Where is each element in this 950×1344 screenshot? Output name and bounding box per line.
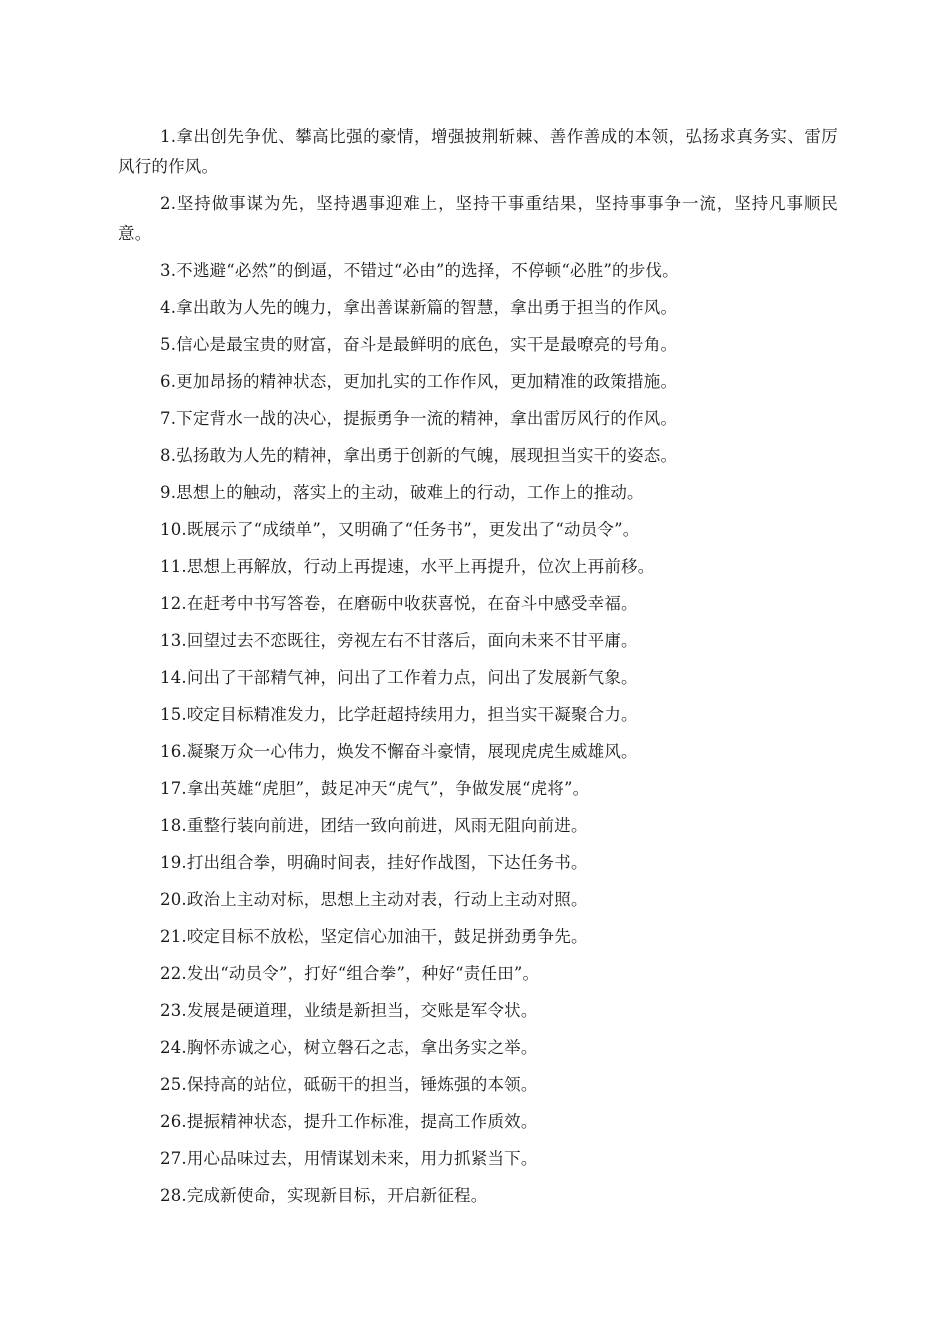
paragraph-15: 15.咬定目标精准发力，比学赶超持续用力，担当实干凝聚合力。 (160, 705, 638, 724)
paragraph-28: 28.完成新使命，实现新目标，开启新征程。 (160, 1186, 488, 1205)
paragraph-26: 26.提振精神状态，提升工作标准，提高工作质效。 (160, 1112, 538, 1131)
paragraph-18: 18.重整行装向前进，团结一致向前进，风雨无阻向前进。 (160, 816, 588, 835)
paragraph-19: 19.打出组合拳，明确时间表，挂好作战图，下达任务书。 (160, 853, 588, 872)
paragraph-6: 6.更加昂扬的精神状态，更加扎实的工作作风，更加精准的政策措施。 (160, 372, 678, 391)
paragraph-20: 20.政治上主动对标，思想上主动对表，行动上主动对照。 (160, 890, 588, 909)
paragraph-9: 9.思想上的触动，落实上的主动，破难上的行动，工作上的推动。 (160, 483, 644, 502)
document-body (118, 122, 838, 1218)
paragraph-11: 11.思想上再解放，行动上再提速，水平上再提升，位次上再前移。 (160, 557, 655, 576)
paragraph-21: 21.咬定目标不放松，坚定信心加油干，鼓足拼劲勇争先。 (160, 927, 588, 946)
paragraph-17: 17.拿出英雄“虎胆”，鼓足冲天“虎气”，争做发展“虎将”。 (160, 779, 590, 798)
paragraph-25: 25.保持高的站位，砥砺干的担当，锤炼强的本领。 (160, 1075, 538, 1094)
paragraph-14: 14.问出了干部精气神，问出了工作着力点，问出了发展新气象。 (160, 668, 638, 687)
paragraph-12: 12.在赶考中书写答卷，在磨砺中收获喜悦，在奋斗中感受幸福。 (160, 594, 638, 613)
paragraph-10: 10.既展示了“成绩单”，又明确了“任务书”，更发出了“动员令”。 (160, 520, 640, 539)
paragraph-2: 2.坚持做事谋为先，坚持遇事迎难上，坚持干事重结果，坚持事事争一流，坚持凡事顺民意。 (118, 194, 838, 243)
paragraph-1: 1.拿出创先争优、攀高比强的豪情，增强披荆斩棘、善作善成的本领，弘扬求真务实、雷厉风行的作风。 (118, 127, 838, 176)
paragraph-4: 4.拿出敢为人先的魄力，拿出善谋新篇的智慧，拿出勇于担当的作风。 (160, 298, 678, 317)
paragraph-3: 3.不逃避“必然”的倒逼，不错过“必由”的选择，不停顿“必胜”的步伐。 (160, 261, 679, 280)
paragraph-27: 27.用心品味过去，用情谋划未来，用力抓紧当下。 (160, 1149, 538, 1168)
paragraph-5: 5.信心是最宝贵的财富，奋斗是最鲜明的底色，实干是最嘹亮的号角。 (160, 335, 678, 354)
paragraph-7: 7.下定背水一战的决心，提振勇争一流的精神，拿出雷厉风行的作风。 (160, 409, 678, 428)
paragraph-8: 8.弘扬敢为人先的精神，拿出勇于创新的气魄，展现担当实干的姿态。 (160, 446, 678, 465)
paragraph-13: 13.回望过去不恋既往，旁视左右不甘落后，面向未来不甘平庸。 (160, 631, 638, 650)
paragraph-16: 16.凝聚万众一心伟力，焕发不懈奋斗豪情，展现虎虎生威雄风。 (160, 742, 638, 761)
paragraph-23: 23.发展是硬道理，业绩是新担当，交账是军令状。 (160, 1001, 538, 1020)
paragraph-22: 22.发出“动员令”，打好“组合拳”，种好“责任田”。 (160, 964, 540, 983)
paragraph-24: 24.胸怀赤诚之心，树立磐石之志，拿出务实之举。 (160, 1038, 538, 1057)
